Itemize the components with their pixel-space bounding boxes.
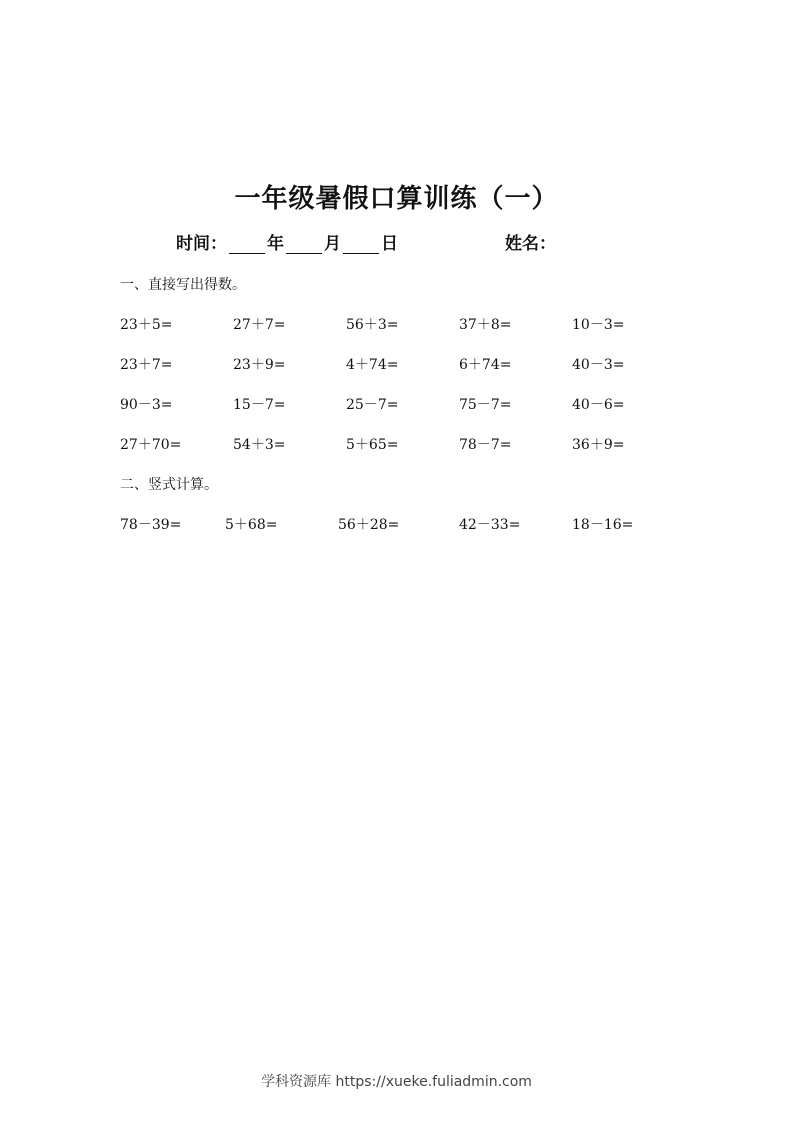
date-fields: [176, 230, 398, 254]
problem: 23＋7=: [120, 357, 173, 373]
month-label: 月: [324, 234, 341, 254]
problem: 37＋8=: [459, 317, 512, 333]
problem-row: [0, 434, 793, 454]
section1-heading: 一、直接写出得数。: [120, 277, 246, 293]
page-title: 一年级暑假口算训练（一）: [234, 184, 559, 214]
day-label: 日: [381, 234, 398, 254]
year-blank: [229, 235, 265, 254]
problem-row: [0, 394, 793, 414]
problem: 75－7=: [459, 397, 512, 413]
problem: 27＋70=: [120, 437, 182, 453]
year-label: 年: [267, 234, 284, 254]
problem: 78－39=: [120, 517, 182, 533]
problem-row: [0, 314, 793, 334]
problem-row: [0, 514, 793, 534]
footer-source: 学科资源库 https://xueke.fuliadmin.com: [261, 1074, 532, 1090]
day-blank: [343, 235, 379, 254]
section2-heading: 二、竖式计算。: [120, 477, 218, 493]
problem: 27＋7=: [233, 317, 286, 333]
problem: 4＋74=: [346, 357, 399, 373]
name-label: 姓名：: [505, 234, 556, 254]
problem: 56＋28=: [338, 517, 400, 533]
problem: 6＋74=: [459, 357, 512, 373]
problem: 18－16=: [572, 517, 634, 533]
month-blank: [286, 235, 322, 254]
problem: 15－7=: [233, 397, 286, 413]
problem: 90－3=: [120, 397, 173, 413]
problem: 10－3=: [572, 317, 625, 333]
problem: 40－3=: [572, 357, 625, 373]
problem: 78－7=: [459, 437, 512, 453]
problem: 40－6=: [572, 397, 625, 413]
problem: 23＋5=: [120, 317, 173, 333]
problem: 42－33=: [459, 517, 521, 533]
problem: 5＋65=: [346, 437, 399, 453]
problem-row: [0, 354, 793, 374]
problem: 54＋3=: [233, 437, 286, 453]
problem: 5＋68=: [225, 517, 278, 533]
problem: 23＋9=: [233, 357, 286, 373]
problem: 56＋3=: [346, 317, 399, 333]
problem: 25－7=: [346, 397, 399, 413]
time-label: 时间：: [176, 234, 227, 254]
problem: 36＋9=: [572, 437, 625, 453]
